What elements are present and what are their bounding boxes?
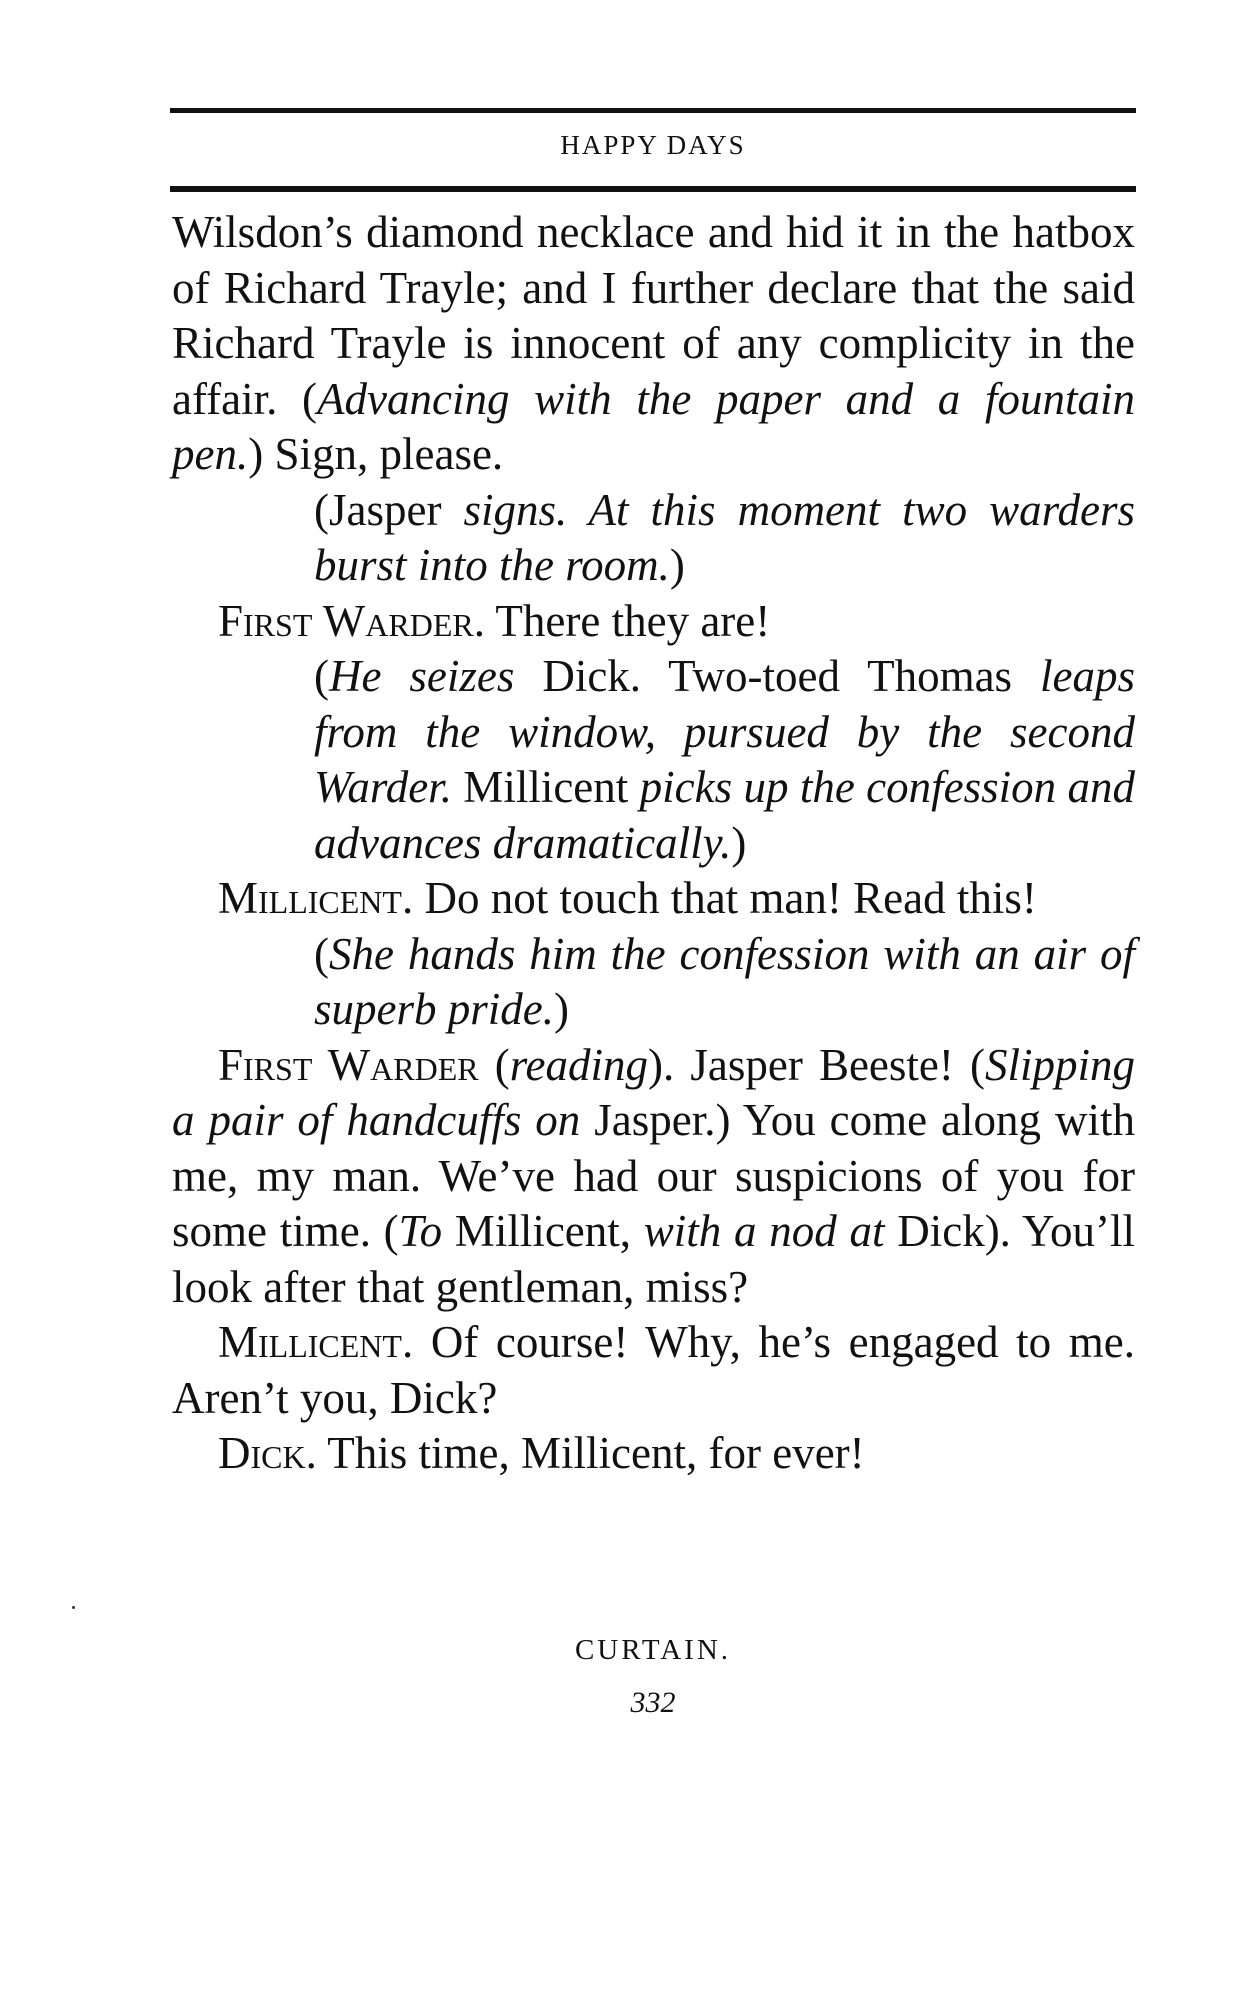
- italic-text: leaps from the window, pursued by the second Warder.: [314, 651, 1135, 812]
- text-run: Of course! Why, he’s engaged to me. Aren’t you, Dick?: [172, 1317, 1135, 1423]
- text-run: This time, Millicent, for ever!: [316, 1428, 865, 1478]
- text-run: Wilsdon’s diamond necklace and hid it in the hatbox of Richard Trayle; and I further declare that the said Richard Trayle is innocent of any complicity in the affair.: [172, 207, 1135, 424]
- text-run: ): [554, 984, 569, 1034]
- text-run: There they are!: [484, 595, 771, 646]
- running-head: HAPPY DAYS: [560, 130, 746, 160]
- speaker-name: Millicent.: [218, 873, 414, 923]
- italic-text: picks up the confession and advances dramatically.: [314, 762, 1135, 868]
- speech-paragraph: [172, 1315, 1135, 1426]
- italic-text: Slipping a pair of handcuffs on: [172, 1039, 1135, 1145]
- speech-paragraph: [172, 1426, 1135, 1482]
- text-run: Millicent,: [442, 1206, 644, 1256]
- paragraph-continuation: [172, 205, 1135, 483]
- text-run: (: [302, 373, 318, 424]
- italic-text: Advancing with the paper and a fountain pen.: [172, 373, 1135, 479]
- stage-direction: [314, 483, 1135, 594]
- page-number: 332: [630, 1686, 676, 1719]
- text-run: (: [314, 928, 329, 979]
- text-run: (: [478, 1039, 510, 1090]
- stage-direction: [314, 649, 1135, 871]
- speech-paragraph: [172, 594, 1135, 650]
- speaker-name: First Warder: [218, 1039, 479, 1090]
- text-run: ). Jasper Beeste! (: [648, 1039, 985, 1090]
- italic-text: To: [398, 1206, 443, 1256]
- speaker-name: First Warder.: [218, 595, 485, 646]
- text-run: ): [731, 817, 747, 868]
- speaker-name: Millicent.: [218, 1317, 414, 1367]
- print-speck: [72, 1606, 75, 1609]
- italic-text: signs. At this moment two warders burst into the room.: [314, 484, 1135, 590]
- header-rule-bottom: [170, 186, 1136, 192]
- italic-text: He seizes: [329, 651, 515, 701]
- speech-paragraph: [172, 1038, 1135, 1316]
- text-run: Dick. Two-toed Thomas: [514, 651, 1040, 701]
- speaker-name: Dick.: [218, 1428, 317, 1478]
- italic-text: She hands him the confession with an air of superb pride.: [314, 928, 1135, 1034]
- italic-text: with a nod at: [643, 1206, 885, 1256]
- italic-text: reading: [509, 1039, 649, 1090]
- curtain-label: CURTAIN.: [574, 1634, 732, 1666]
- text-run: Do not touch that man! Read this!: [413, 873, 1037, 923]
- text-run: Millicent: [451, 762, 640, 812]
- text-run: ) Sign, please.: [248, 429, 504, 479]
- text-run: ): [669, 540, 685, 590]
- speech-paragraph: [172, 871, 1135, 927]
- text-run: (Jasper: [314, 484, 464, 535]
- text-run: (: [314, 651, 329, 701]
- body-text: [172, 205, 1135, 1482]
- stage-direction: [314, 927, 1135, 1038]
- text-run: Jasper.) You come along with me, my man. We’ve had our suspicions of you for some time. (: [172, 1095, 1135, 1256]
- header-rule-top: [170, 108, 1136, 113]
- text-run: Dick). You’ll look after that gentleman, miss?: [172, 1206, 1135, 1312]
